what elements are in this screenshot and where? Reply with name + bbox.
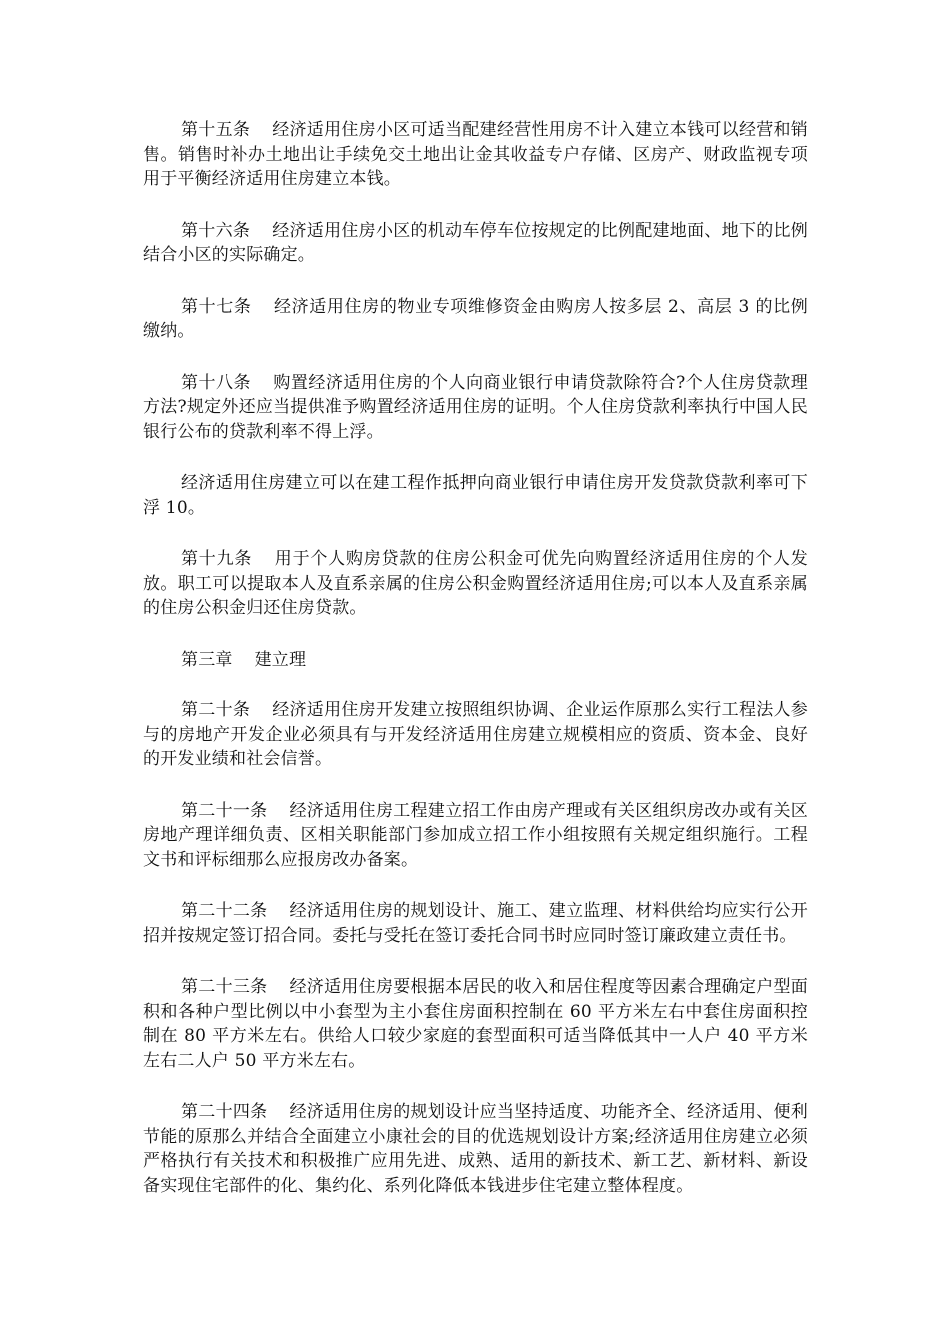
article-label: 第十六条: [181, 220, 251, 241]
article-20: [143, 698, 808, 772]
article-text: 经济适用住房开发建立按照组织协调、企业运作原那么实行工程法人参与的房地产开发企业必须具有与开发经济适用住房建立规模相应的资质、资本金、良好的开发业绩和社会信誉。: [143, 700, 808, 769]
article-text: 经济适用住房的规划设计、施工、建立监理、材料供给均应实行公开招并按规定签订招合同。委托与受托在签订委托合同书时应同时签订廉政建立责任书。: [143, 901, 809, 946]
article-24: [143, 1100, 808, 1198]
article-text: 经济适用住房工程建立招工作由房产理或有关区组织房改办或有关区房地产理详细负责、区相关职能部门参加成立招工作小组按照有关规定组织施行。工程文书和评标细那么应报房改办备案。: [143, 800, 809, 870]
chapter-title: 建立理: [254, 649, 307, 670]
article-label: 第二十三条: [181, 977, 268, 997]
article-label: 第二十四条: [181, 1102, 268, 1122]
article-text: 经济适用住房小区的机动车停车位按规定的比例配建地面、地下的比例结合小区的实际确定。: [143, 220, 808, 265]
article-text: 经济适用住房小区可适当配建经营性用房不计入建立本钱可以经营和销售。销售时补办土地出让手续免交土地出让金其收益专户存储、区房产、财政监视专项用于平衡经济适用住房建立本钱。: [143, 120, 808, 189]
chapter-heading: [143, 648, 808, 673]
article-18-continued: [143, 471, 808, 520]
article-text: 经济适用住房要根据本居民的收入和居住程度等因素合理确定户型面积和各种户型比例以中小套型为主小套住房面积控制在 60 平方米左右中套住房面积控制在 80 平方米左右。供给人口较少家庭的套型面积可适当降低其中一人户 40 平方米左右二人户 50 平方米左右。: [143, 977, 809, 1071]
article-22: [143, 899, 808, 948]
article-label: 第二十一条: [181, 800, 268, 821]
article-label: 第十七条: [181, 296, 252, 317]
paragraph-text: 经济适用住房建立可以在建工程作抵押向商业银行申请住房开发贷款贷款利率可下浮 10。: [143, 473, 808, 518]
article-text: 经济适用住房的规划设计应当坚持适度、功能齐全、经济适用、便利节能的原那么并结合全面建立小康社会的目的优选规划设计方案;经济适用住房建立必须严格执行有关技术和积极推广应用先进、成熟、适用的新技术、新工艺、新材料、新设备实现住宅部件的化、集约化、系列化降低本钱进步住宅建立整体程度。: [143, 1102, 809, 1196]
article-label: 第十五条: [181, 120, 251, 140]
article-label: 第二十条: [181, 700, 251, 720]
article-text: 用于个人购房贷款的住房公积金可优先向购置经济适用住房的个人发放。职工可以提取本人及直系亲属的住房公积金购置经济适用住房;可以本人及直系亲属的住房公积金归还住房贷款。: [143, 549, 808, 618]
article-label: 第十八条: [181, 372, 252, 393]
article-19: [143, 547, 808, 621]
article-18: [143, 371, 808, 445]
article-17: [143, 295, 808, 344]
article-text: 经济适用住房的物业专项维修资金由购房人按多层 2、高层 3 的比例缴纳。: [143, 296, 808, 341]
article-15: [143, 118, 808, 192]
article-text: 购置经济适用住房的个人向商业银行申请贷款除符合?个人住房贷款理方法?规定外还应当提供准予购置经济适用住房的证明。个人住房贷款利率执行中国人民银行公布的贷款利率不得上浮。: [143, 372, 808, 442]
chapter-label: 第三章: [181, 649, 233, 670]
article-label: 第二十二条: [181, 901, 268, 921]
article-21: [143, 799, 808, 873]
document-body: [143, 118, 808, 1225]
article-16: [143, 219, 808, 268]
article-23: [143, 975, 808, 1073]
article-label: 第十九条: [181, 549, 253, 569]
